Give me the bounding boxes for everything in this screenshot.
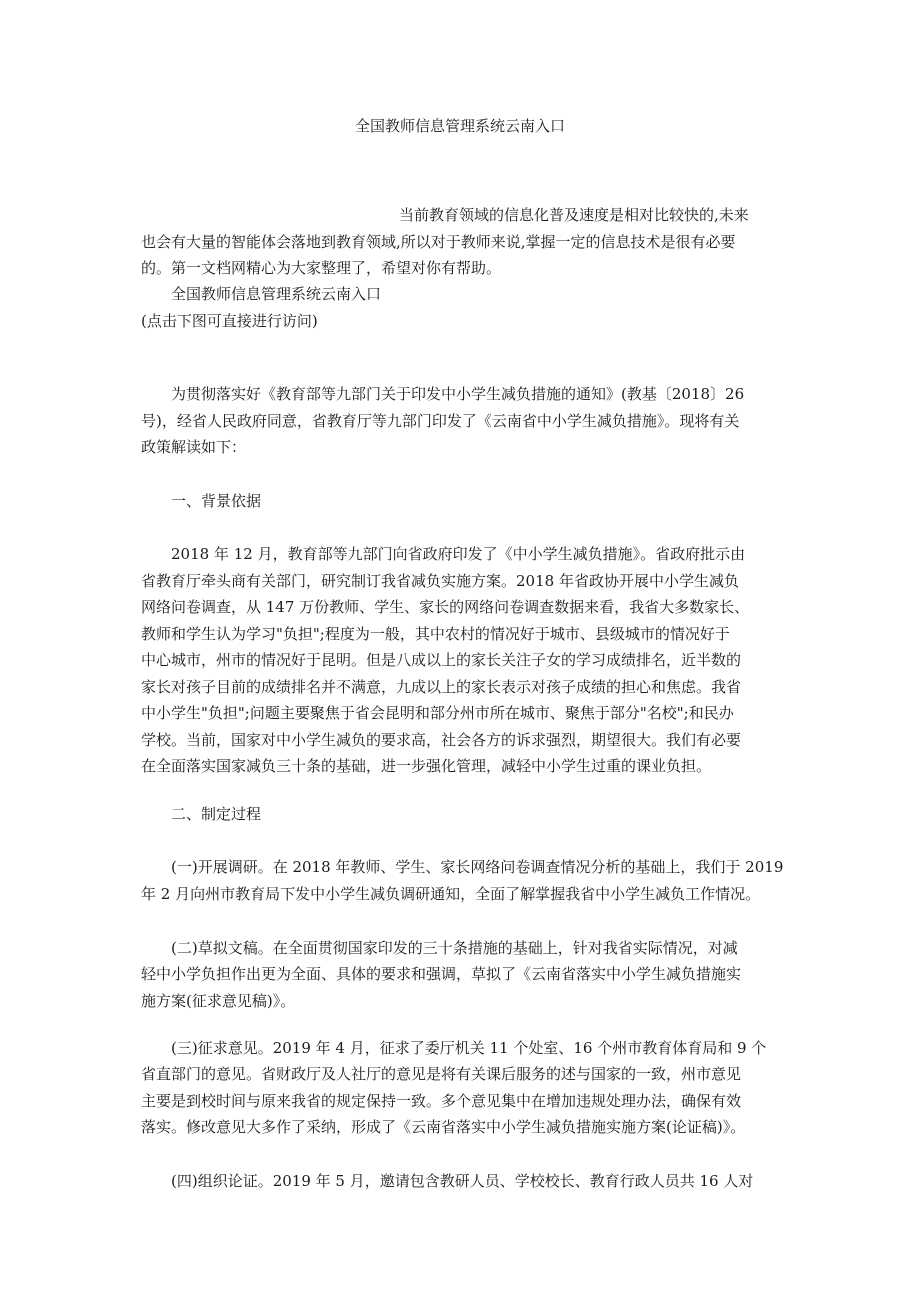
entry-title: 全国教师信息管理系统云南入口 (171, 285, 382, 303)
para-4-line-3: 施方案(征求意见稿)》。 (141, 992, 296, 1010)
para-2-line-3: 网络问卷调查，从 147 万份教师、学生、家长的网络问卷调查数据来看，我省大多数家长、 (141, 598, 750, 616)
para-4-line-2: 轻中小学负担作出更为全面、具体的要求和强调，草拟了《云南省落实中小学生减负措施实 (141, 965, 742, 983)
para-2-line-8: 学校。当前，国家对中小学生减负的要求高，社会各方的诉求强烈，期望很大。我们有必要 (141, 731, 742, 749)
section-heading-1: 一、背景依据 (171, 492, 262, 510)
para-5-line-2: 省直部门的意见。省财政厅及人社厅的意见是将有关课后服务的述与国家的一致，州市意见 (141, 1065, 742, 1083)
para-3-line-2: 年 2 月向州市教育局下发中小学生减负调研通知，全面了解掌握我省中小学生减负工作情况。 (141, 885, 761, 903)
para-2-line-2: 省教育厅牵头商有关部门，研究制订我省减负实施方案。2018 年省政协开展中小学生减负 (141, 572, 739, 590)
para-2-line-5: 中心城市，州市的情况好于昆明。但是八成以上的家长关注子女的学习成绩排名，近半数的 (141, 651, 742, 669)
para-4-line-1: (二)草拟文稿。在全面贯彻国家印发的三十条措施的基础上，针对我省实际情况，对减 (171, 939, 738, 957)
para-2-line-7: 中小学生"负担";问题主要聚焦于省会昆明和部分州市所在城市、聚焦于部分"名校";和民办 (141, 704, 734, 722)
intro-line-3: 的。第一文档网精心为大家整理了，希望对你有帮助。 (141, 259, 502, 277)
para-3-line-1: (一)开展调研。在 2018 年教师、学生、家长网络问卷调查情况分析的基础上，我们于 2019 (171, 858, 784, 876)
para-5-line-1: (三)征求意见。2019 年 4 月，征求了委厅机关 11 个处室、16 个州市教育体育局和 9 个 (171, 1039, 767, 1057)
section-heading-2: 二、制定过程 (171, 805, 262, 823)
intro-line-1: 当前教育领域的信息化普及速度是相对比较快的,未来 (399, 206, 749, 224)
para-5-line-3: 主要是到校时间与原来我省的规定保持一致。多个意见集中在增加违规处理办法，确保有效 (141, 1092, 742, 1110)
para-2-line-4: 教师和学生认为学习"负担";程度为一般，其中农村的情况好于城市、县级城市的情况好于 (141, 625, 730, 643)
para-1-line-1: 为贯彻落实好《教育部等九部门关于印发中小学生减负措施的通知》(教基〔2018〕26 (171, 385, 745, 403)
para-2-line-6: 家长对孩子目前的成绩排名并不满意，九成以上的家长表示对孩子成绩的担心和焦虑。我省 (141, 678, 742, 696)
intro-line-2: 也会有大量的智能体会落地到教育领域,所以对于教师来说,掌握一定的信息技术是很有必要 (141, 233, 736, 251)
para-1-line-2: 号)，经省人民政府同意，省教育厅等九部门印发了《云南省中小学生减负措施》。现将有关 (141, 412, 740, 430)
para-6-line-1: (四)组织论证。2019 年 5 月，邀请包含教研人员、学校校长、教育行政人员共 16 人对 (171, 1172, 754, 1190)
para-2-line-9: 在全面落实国家减负三十条的基础，进一步强化管理，减轻中小学生过重的课业负担。 (141, 757, 712, 775)
para-5-line-4: 落实。修改意见大多作了采纳，形成了《云南省落实中小学生减负措施实施方案(论证稿)》。 (141, 1118, 746, 1136)
para-2-line-1: 2018 年 12 月，教育部等九部门向省政府印发了《中小学生减负措施》。省政府批示由 (171, 545, 746, 563)
click-hint[interactable]: (点击下图可直接进行访问) (141, 312, 318, 330)
para-1-line-3: 政策解读如下： (141, 438, 247, 456)
document-title: 全国教师信息管理系统云南入口 (354, 117, 565, 135)
